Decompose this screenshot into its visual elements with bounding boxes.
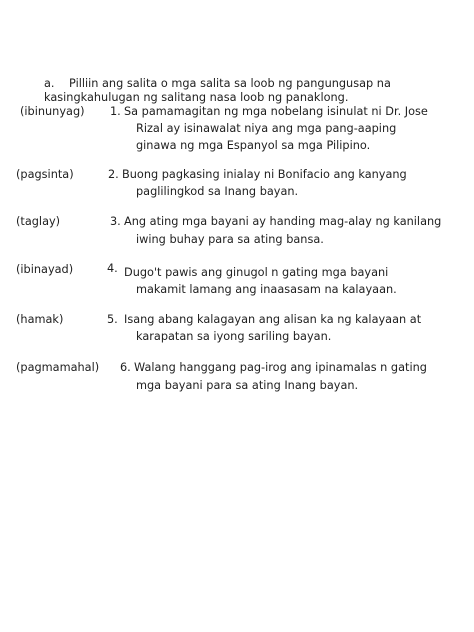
item-5-number: 5. [107, 313, 118, 326]
instruction-marker: a. [44, 77, 55, 90]
item-2-hint: (pagsinta) [16, 168, 74, 181]
instruction-line-1: Pilliin ang salita o mga salita sa loob ng pangungusap na [69, 77, 391, 90]
item-6-line-1: Walang hanggang pag-irog ang ipinamalas n gating [134, 361, 427, 374]
item-4-line-1: Dugo't pawis ang ginugol n gating mga bayani [124, 266, 389, 279]
item-3-hint: (taglay) [16, 215, 61, 228]
item-4-number: 4. [107, 262, 118, 275]
item-4-line-2: makamit lamang ang inaasasam na kalayaan. [136, 283, 397, 296]
item-6-hint: (pagmamahal) [16, 361, 100, 374]
instruction-line-2: kasingkahulugan ng salitang nasa loob ng panaklong. [44, 91, 349, 104]
item-2-number: 2. [108, 168, 119, 181]
item-1-line-1: Sa pamamagitan ng mga nobelang isinulat ni Dr. Jose [124, 105, 428, 118]
item-6-number: 6. [120, 361, 131, 374]
item-1-line-2: Rizal ay isinawalat niya ang mga pang-aaping [136, 122, 397, 135]
item-4-hint: (ibinayad) [16, 263, 74, 276]
item-1-hint: (ibinunyag) [20, 105, 85, 118]
item-3-line-2: iwing buhay para sa ating bansa. [136, 233, 324, 246]
item-3-number: 3. [110, 215, 121, 228]
item-2-line-2: paglilingkod sa Inang bayan. [136, 185, 299, 198]
item-3-line-1: Ang ating mga bayani ay handing mag-alay ng kanilang [124, 215, 442, 228]
item-1-line-3: ginawa ng mga Espanyol sa mga Pilipino. [136, 139, 371, 152]
item-5-hint: (hamak) [16, 313, 64, 326]
item-2-line-1: Buong pagkasing inialay ni Bonifacio ang kanyang [122, 168, 407, 181]
item-6-line-2: mga bayani para sa ating Inang bayan. [136, 379, 359, 392]
item-5-line-1: Isang abang kalagayan ang alisan ka ng kalayaan at [124, 313, 422, 326]
item-5-line-2: karapatan sa iyong sariling bayan. [136, 330, 332, 343]
item-1-number: 1. [110, 105, 121, 118]
